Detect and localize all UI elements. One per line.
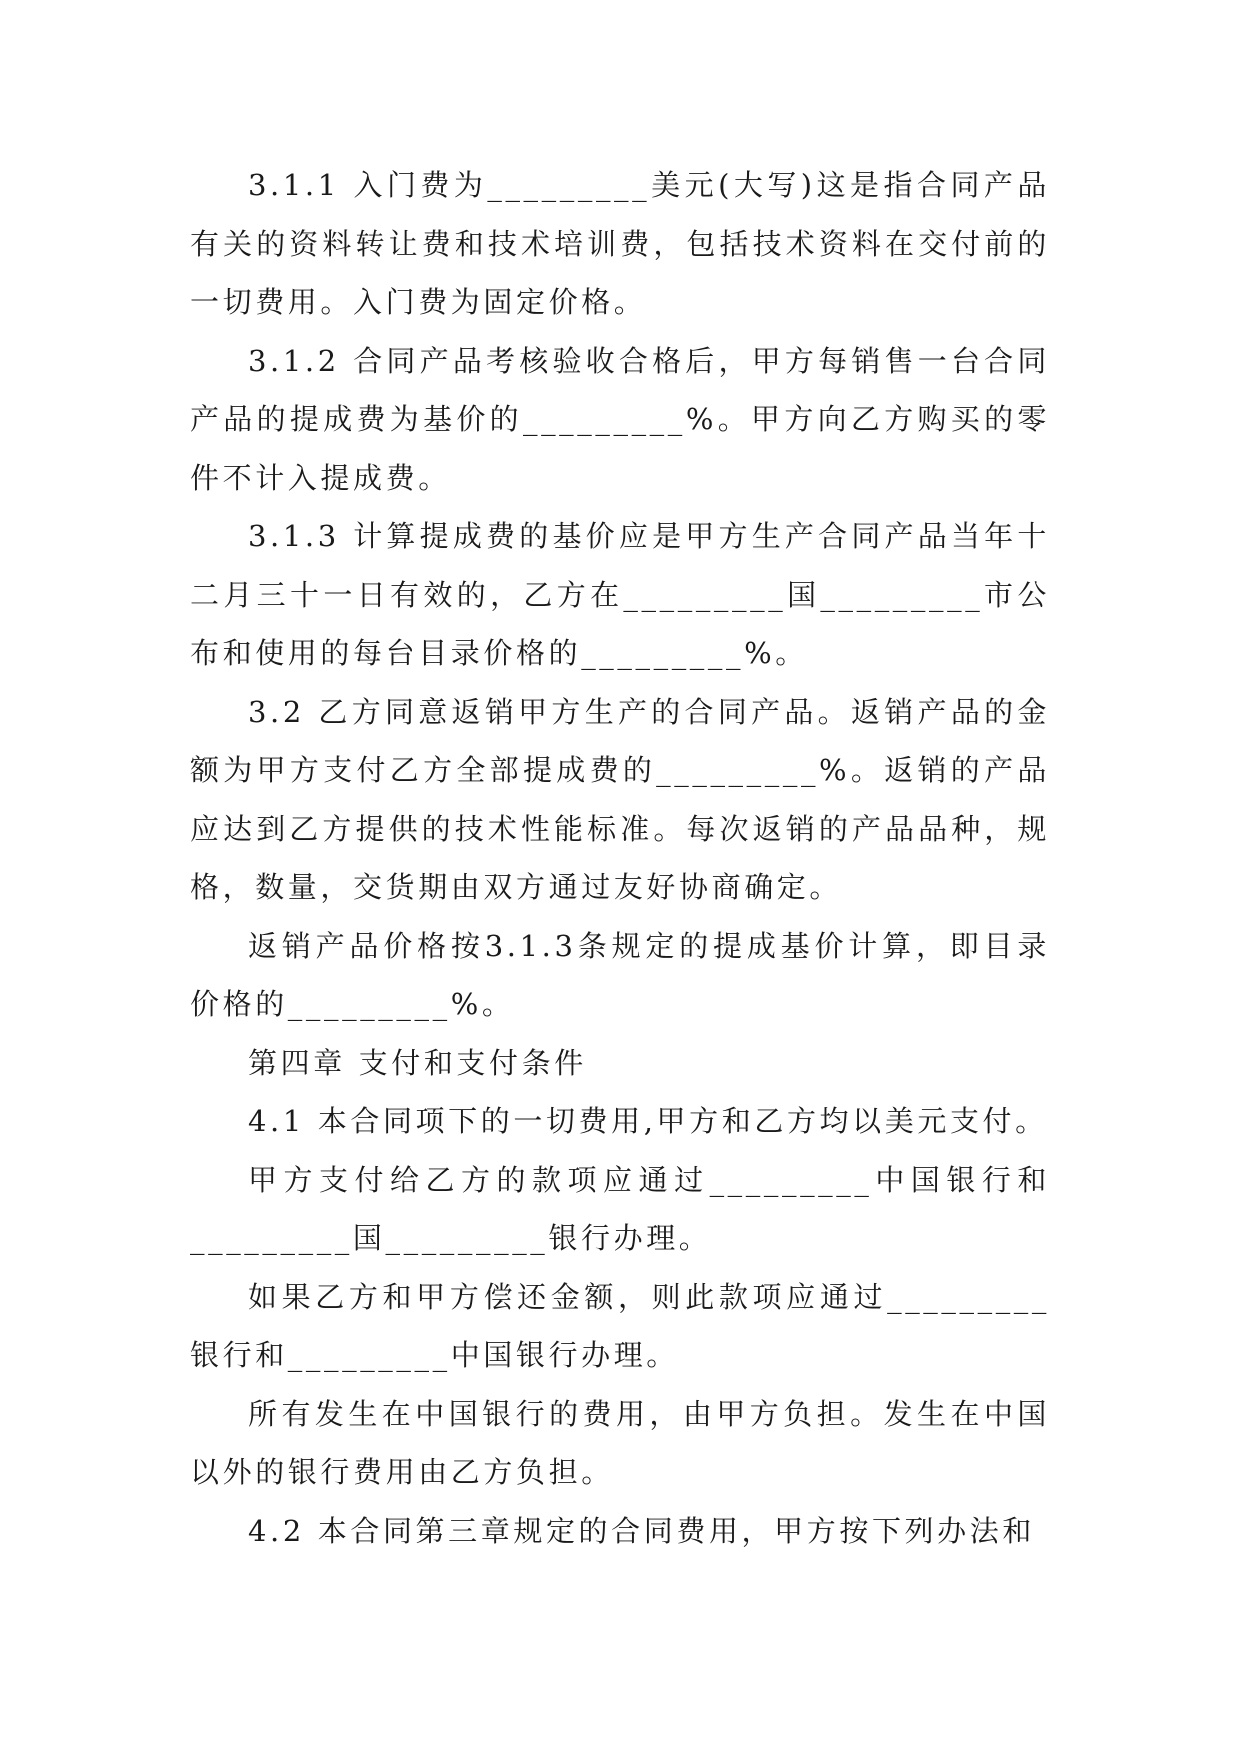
clause-3-1-1: 3.1.1 入门费为_________美元(大写)这是指合同产品有关的资料转让费和技术培训费，包括技术资料在交付前的一切费用。入门费为固定价格。 (190, 168, 1050, 319)
repayment-bank-paragraph: 如果乙方和甲方偿还金额，则此款项应通过_________银行和_________中国银行办理。 (190, 1279, 1050, 1372)
document-body (190, 156, 1050, 1560)
clause-3-2: 3.2 乙方同意返销甲方生产的合同产品。返销产品的金额为甲方支付乙方全部提成费的_________%。返销的产品应达到乙方提供的技术性能标准。每次返销的产品品种，规格，数量，交货期由双方通过友好协商确定。 (190, 694, 1050, 904)
clause-4-1: 4.1 本合同项下的一切费用,甲方和乙方均以美元支付。 (248, 1104, 1048, 1138)
bank-fees-paragraph: 所有发生在中国银行的费用，由甲方负担。发生在中国以外的银行费用由乙方负担。 (190, 1396, 1050, 1489)
buyback-price-paragraph: 返销产品价格按3.1.3条规定的提成基价计算，即目录价格的_________%。 (190, 928, 1050, 1021)
clause-3-1-2: 3.1.2 合同产品考核验收合格后，甲方每销售一台合同产品的提成费为基价的_________%。甲方向乙方购买的零件不计入提成费。 (190, 343, 1050, 495)
chapter-heading: 第四章 支付和支付条件 (248, 1045, 587, 1080)
payment-bank-paragraph: 甲方支付给乙方的款项应通过_________中国银行和_________国_________银行办理。 (190, 1162, 1050, 1255)
clause-3-1-3: 3.1.3 计算提成费的基价应是甲方生产合同产品当年十二月三十一日有效的，乙方在_________国_________市公布和使用的每台目录价格的_________%。 (190, 519, 1050, 670)
clause-4-2: 4.2 本合同第三章规定的合同费用，甲方按下列办法和 (248, 1513, 1035, 1548)
